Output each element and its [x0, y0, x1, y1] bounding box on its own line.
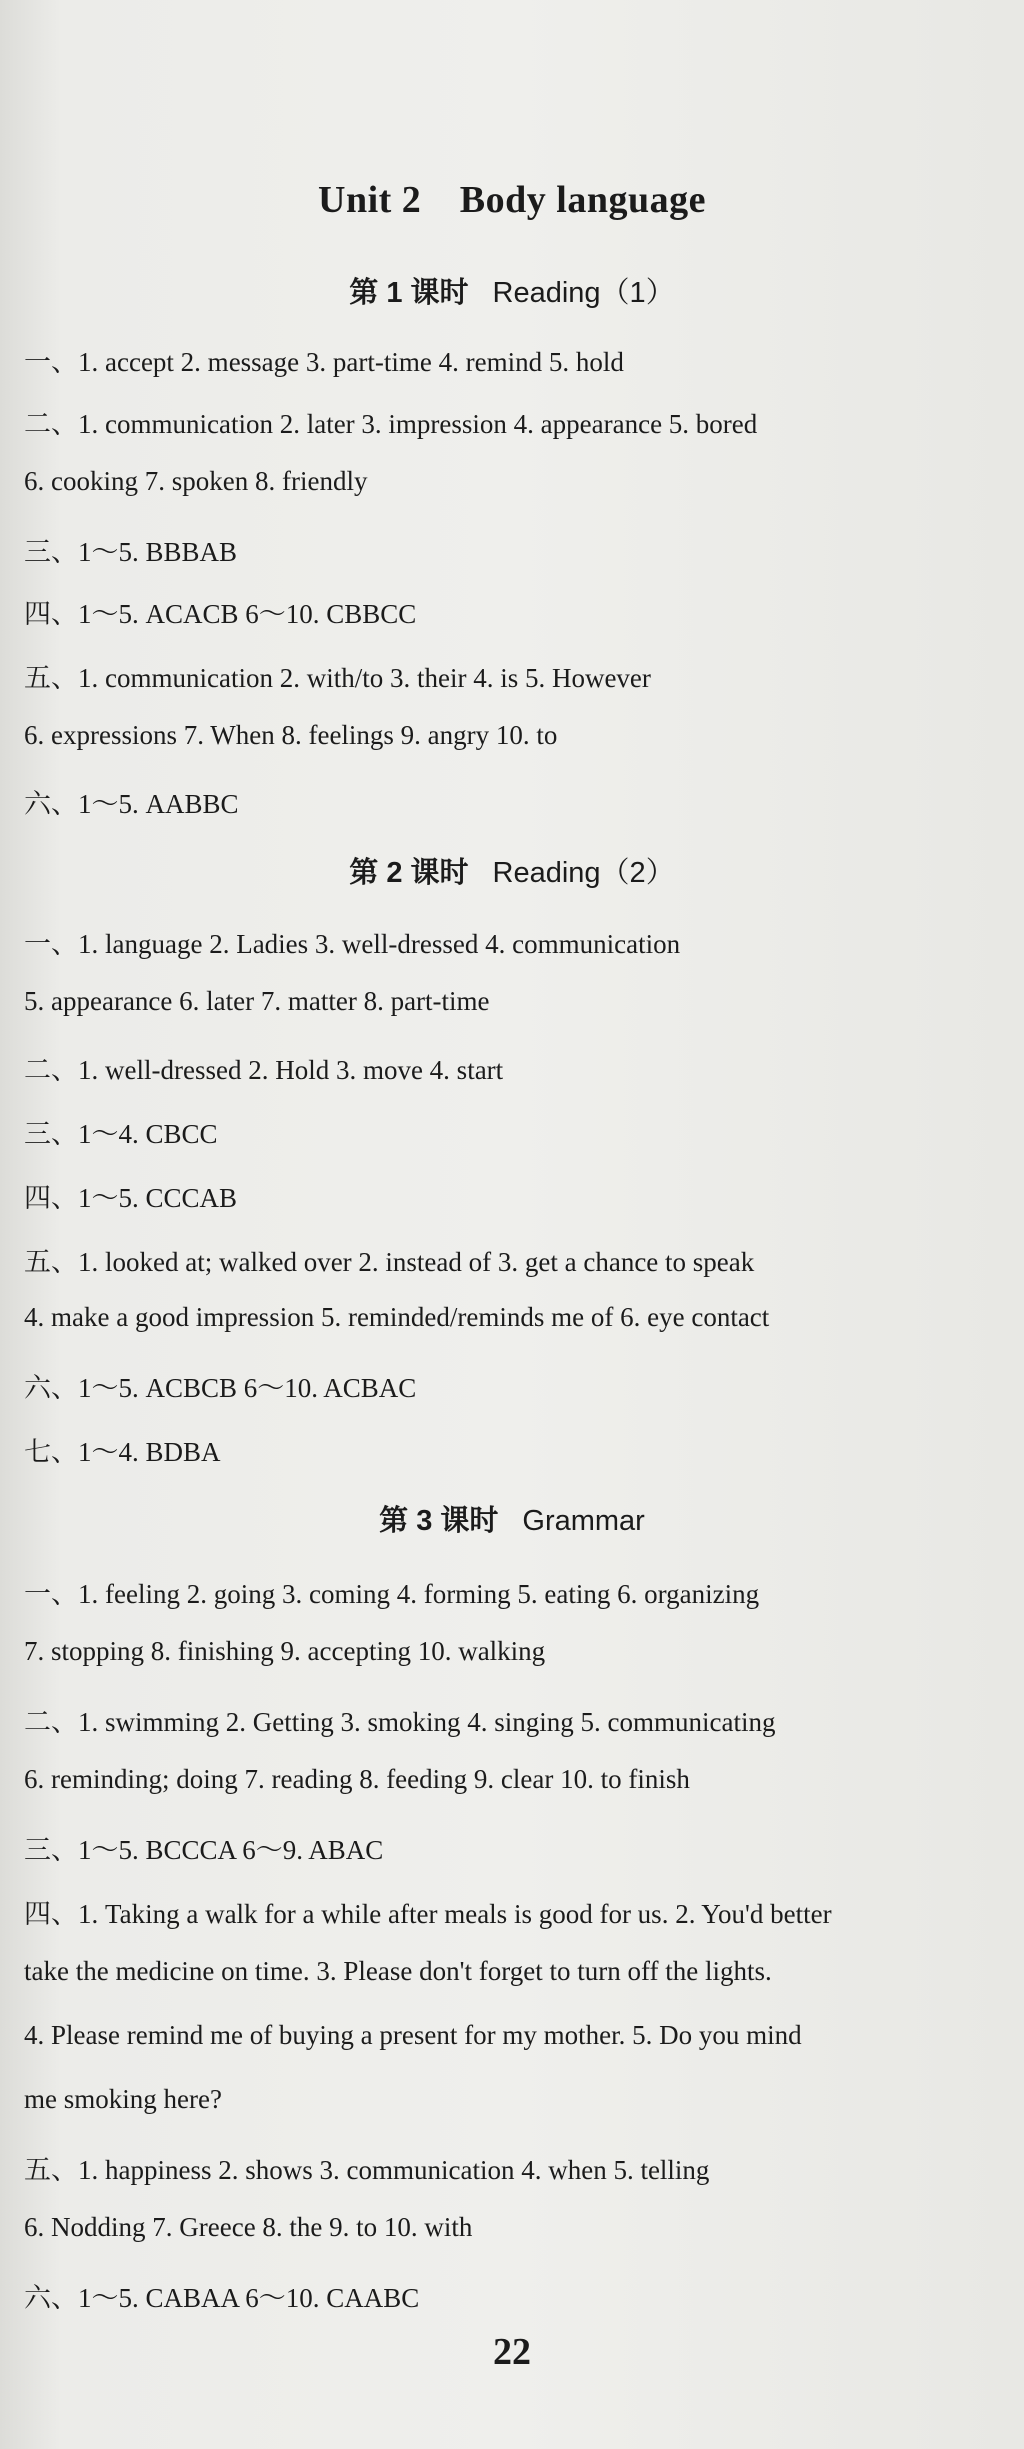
- answer-line: 6. cooking 7. spoken 8. friendly: [24, 466, 368, 496]
- answer-line: 五、1. communication 2. with/to 3. their 4. is 5. However: [24, 663, 651, 693]
- answer-line: take the medicine on time. 3. Please don't forget to turn off the lights.: [24, 1956, 772, 1986]
- answer-line: 二、1. swimming 2. Getting 3. smoking 4. singing 5. communicating: [24, 1707, 776, 1737]
- answer-line: 6. reminding; doing 7. reading 8. feeding 9. clear 10. to finish: [24, 1764, 690, 1794]
- answer-line: 6. expressions 7. When 8. feelings 9. angry 10. to: [24, 720, 558, 750]
- answer-line: 二、1. well-dressed 2. Hold 3. move 4. start: [24, 1055, 504, 1085]
- answer-line: 四、1. Taking a walk for a while after meals is good for us. 2. You'd better: [24, 1899, 832, 1929]
- section-lesson-topic: Grammar: [522, 1505, 645, 1537]
- answer-line: 三、1～5. BCCCA 6～9. ABAC: [24, 1835, 384, 1865]
- answer-line: 七、1～4. BDBA: [24, 1437, 221, 1467]
- answer-line: 4. make a good impression 5. reminded/reminds me of 6. eye contact: [24, 1302, 770, 1332]
- answer-line: 4. Please remind me of buying a present for my mother. 5. Do you mind: [24, 2020, 802, 2050]
- unit-title: Unit 2 Body language: [318, 179, 706, 221]
- section-lesson-label: 第 2 课时: [349, 857, 469, 889]
- answer-line: 一、1. accept 2. message 3. part-time 4. remind 5. hold: [24, 347, 624, 377]
- answer-line: 5. appearance 6. later 7. matter 8. part-time: [24, 986, 490, 1016]
- answer-line: 六、1～5. AABBC: [24, 789, 239, 819]
- section-lesson-topic: Reading（1）: [492, 277, 675, 309]
- section-heading-3: [0, 1498, 1024, 1539]
- answer-line: 三、1～5. BBBAB: [24, 537, 238, 567]
- answer-line: 五、1. happiness 2. shows 3. communication 4. when 5. telling: [24, 2155, 710, 2185]
- answer-line: 六、1～5. CABAA 6～10. CAABC: [24, 2283, 420, 2313]
- section-lesson-label: 第 1 课时: [349, 277, 469, 309]
- answer-line: 7. stopping 8. finishing 9. accepting 10. walking: [24, 1636, 546, 1666]
- answer-line: 六、1～5. ACBCB 6～10. ACBAC: [24, 1373, 417, 1403]
- answer-line: 五、1. looked at; walked over 2. instead of 3. get a chance to speak: [24, 1247, 755, 1277]
- section-lesson-label: 第 3 课时: [379, 1505, 499, 1537]
- answer-line: 一、1. language 2. Ladies 3. well-dressed 4. communication: [24, 929, 681, 959]
- answer-line: me smoking here?: [24, 2084, 222, 2114]
- answer-line: 四、1～5. ACACB 6～10. CBBCC: [24, 599, 417, 629]
- answer-line: 6. Nodding 7. Greece 8. the 9. to 10. with: [24, 2212, 473, 2242]
- answer-line: 二、1. communication 2. later 3. impression 4. appearance 5. bored: [24, 409, 758, 439]
- page-number: 22: [493, 2331, 531, 2373]
- section-heading-1: [0, 270, 1024, 311]
- section-lesson-topic: Reading（2）: [492, 857, 675, 889]
- answer-line: 三、1～4. CBCC: [24, 1119, 218, 1149]
- answer-line: 一、1. feeling 2. going 3. coming 4. forming 5. eating 6. organizing: [24, 1579, 760, 1609]
- section-heading-2: [0, 850, 1024, 891]
- answer-line: 四、1～5. CCCAB: [24, 1183, 238, 1213]
